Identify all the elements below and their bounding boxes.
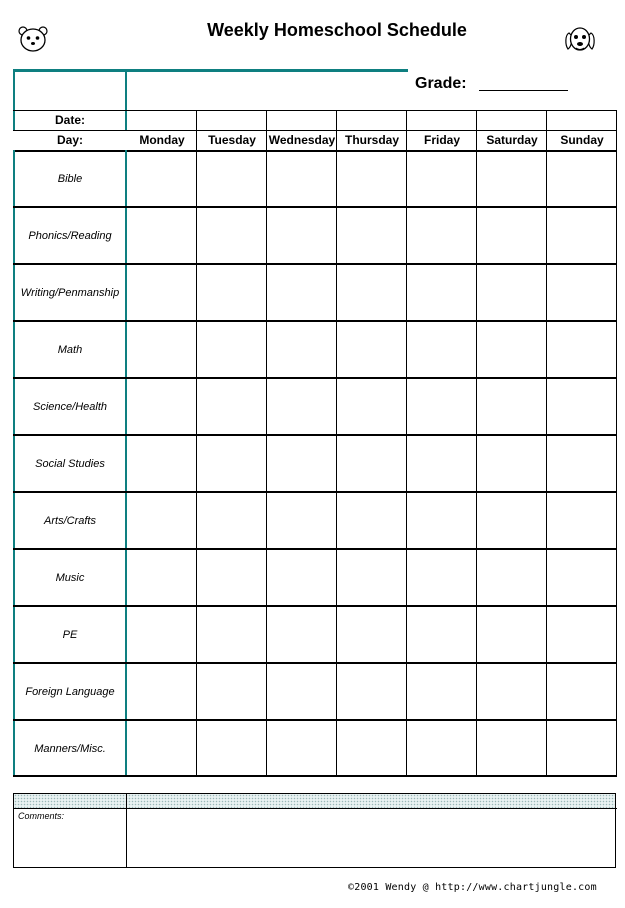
day-column-rule: [546, 150, 547, 777]
subject-label-foreign-language: Foreign Language: [25, 686, 115, 698]
header-accent-line: [13, 69, 408, 72]
subject-label-arts-crafts: Arts/Crafts: [44, 515, 96, 527]
day-column-rule: [266, 150, 267, 777]
day-header-sunday: Sunday: [560, 133, 604, 147]
row-rule: [13, 263, 617, 265]
day-header-wednesday: Wednesday: [268, 133, 336, 147]
row-rule: [13, 548, 617, 550]
subject-label-science-health: Science/Health: [33, 401, 107, 413]
day-header-saturday: Saturday: [486, 133, 538, 147]
subject-label-bible: Bible: [57, 173, 83, 185]
day-column-rule: [476, 150, 477, 777]
row-rule: [13, 605, 617, 607]
row-rule: [13, 491, 617, 493]
puppy-face-icon: [563, 25, 597, 53]
page-title: Weekly Homeschool Schedule: [207, 20, 467, 40]
grade-label: Grade:: [415, 75, 467, 92]
grid-top-rule: [13, 150, 617, 152]
subject-label-writing-penmanship: Writing/Penmanship: [20, 287, 120, 299]
subject-label-phonics-reading: Phonics/Reading: [28, 230, 112, 242]
day-header-tuesday: Tuesday: [208, 133, 256, 147]
grid-bottom-rule: [13, 775, 617, 777]
subject-label-manners-misc: Manners/Misc.: [34, 743, 106, 755]
day-label: Day:: [56, 133, 83, 147]
day-header-thursday: Thursday: [344, 133, 399, 147]
subject-label-music: Music: [55, 572, 85, 584]
row-rule: [13, 320, 617, 322]
date-row-bottom-rule: [13, 130, 617, 131]
date-label: Date:: [54, 113, 85, 127]
panda-face-icon: [18, 26, 48, 52]
date-row-top-rule: [13, 110, 617, 111]
subject-column-divider: [125, 150, 127, 777]
day-column-rule: [406, 150, 407, 777]
row-rule: [13, 719, 617, 721]
copyright-footer: ©2001 Wendy @ http://www.chartjungle.com: [348, 882, 597, 893]
row-rule: [13, 434, 617, 436]
comments-divider: [126, 793, 127, 868]
subject-label-pe: PE: [62, 629, 78, 641]
subject-label-social-studies: Social Studies: [35, 458, 105, 470]
grade-field[interactable]: [479, 90, 568, 91]
row-rule: [13, 377, 617, 379]
row-rule: [13, 662, 617, 664]
header-divider: [125, 69, 127, 130]
row-rule: [13, 206, 617, 208]
comments-box[interactable]: [13, 793, 616, 868]
grid-right-border: [616, 150, 617, 777]
day-column-rule: [196, 150, 197, 777]
comments-header-rule: [13, 808, 617, 809]
subject-label-math: Math: [57, 344, 83, 356]
comments-label: Comments:: [18, 811, 65, 821]
day-column-rule: [336, 150, 337, 777]
day-header-monday: Monday: [139, 133, 185, 147]
day-header-friday: Friday: [423, 133, 460, 147]
